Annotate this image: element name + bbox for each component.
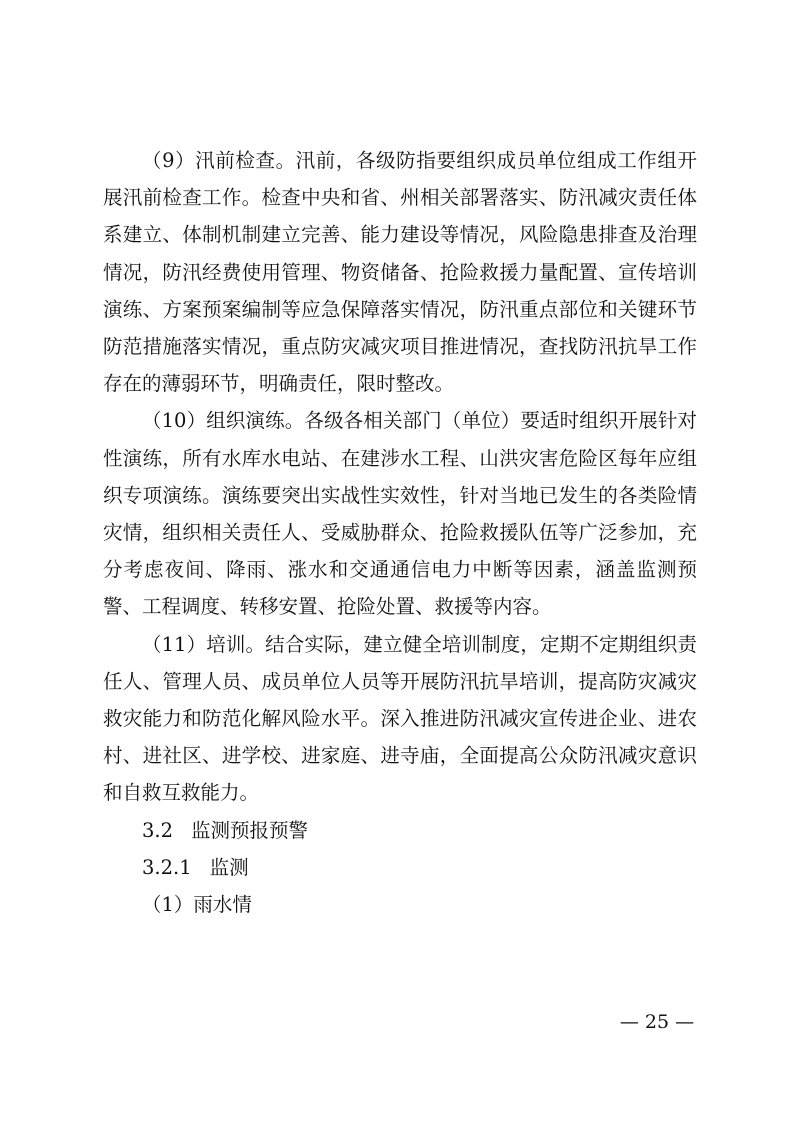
paragraph-training: （11）培训。结合实际，建立健全培训制度，定期不定期组织责任人、管理人员、成员单位人员等开展防汛抗旱培训，提高防灾减灾救灾能力和防范化解风险水平。深入推进防汛减灾宣传进企业、进农村、进社区、进学校、进家庭、进寺庙，全面提高公众防汛减灾意识和自救互救能力。 <box>103 632 697 805</box>
body-text <box>103 142 697 923</box>
section-heading-3-2 <box>103 812 697 849</box>
subsection-number: 3.2.1 <box>142 855 192 879</box>
section-title: 监测预报预警 <box>191 818 309 842</box>
section-heading-3-2-1 <box>103 849 697 886</box>
subsection-title: 监测 <box>209 855 249 879</box>
paragraph-drills: （10）组织演练。各级各相关部门（单位）要适时组织开展针对性演练，所有水库水电站、在建涉水工程、山洪灾害危险区每年应组织专项演练。演练要突出实战性实效性，针对当地已发生的各类险情灾情，组织相关责任人、受威胁群众、抢险救援队伍等广泛参加，充分考虑夜间、降雨、涨水和交通通信电力中断等因素，涵盖监测预警、工程调度、转移安置、抢险处置、救援等内容。 <box>103 409 697 619</box>
subitem-rain-water: （1）雨水情 <box>142 893 252 917</box>
paragraph-pre-flood-inspection: （9）汛前检查。汛前，各级防指要组织成员单位组成工作组开展汛前检查工作。检查中央和省、州相关部署落实、防汛减灾责任体系建立、体制机制建立完善、能力建设等情况，风险隐患排查及治理情况，防汛经费使用管理、物资储备、抢险救援力量配置、宣传培训演练、方案预案编制等应急保障落实情况，防汛重点部位和关键环节防范措施落实情况，重点防灾减灾项目推进情况，查找防汛抗旱工作存在的薄弱环节，明确责任，限时整改。 <box>103 149 697 396</box>
section-number: 3.2 <box>142 818 174 842</box>
page-number: — 25 — <box>619 1011 695 1033</box>
